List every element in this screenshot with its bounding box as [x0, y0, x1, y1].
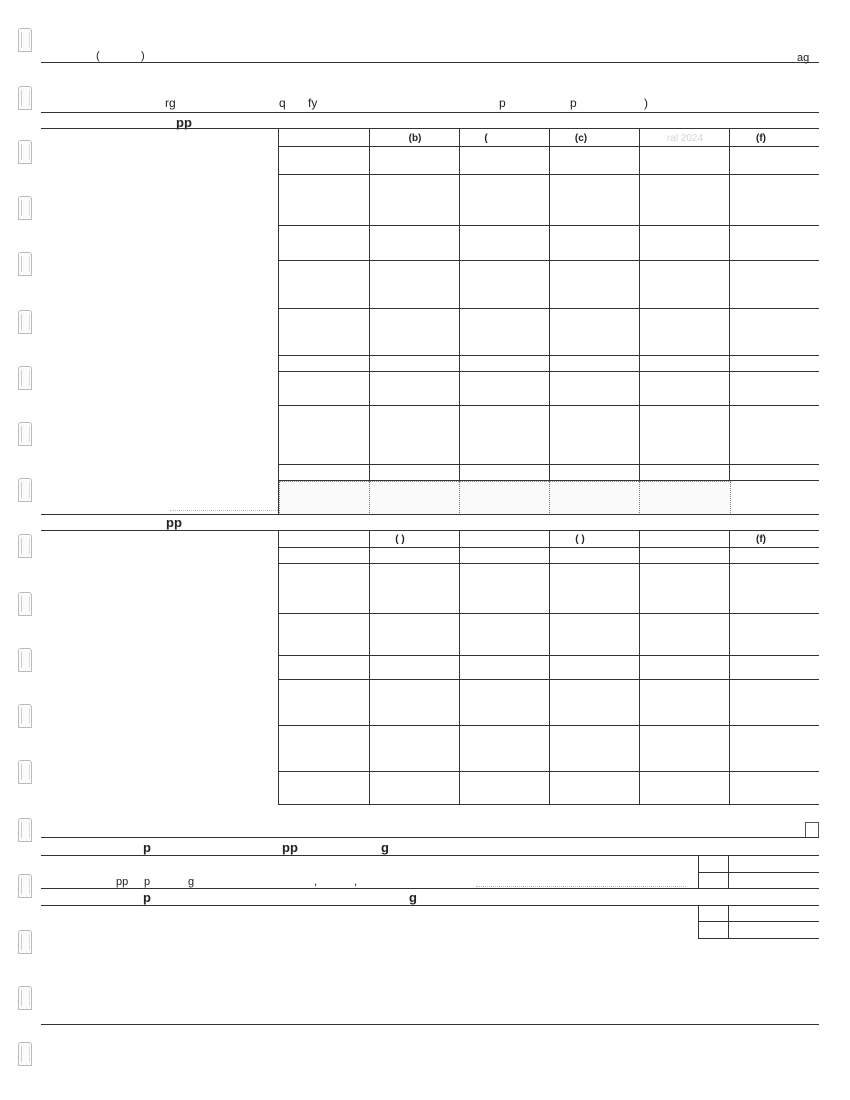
s2-row-line — [278, 771, 819, 772]
s3-line-p: p — [144, 876, 151, 888]
s1-vline — [278, 128, 279, 514]
s3-grid-line — [698, 872, 819, 873]
s1-row-line — [278, 225, 819, 226]
s1-vline — [459, 128, 460, 514]
title-rule — [41, 112, 819, 113]
s2-row-line — [278, 563, 819, 564]
s1-col-d: (c) — [574, 133, 588, 144]
s2-col-b: ( ) — [395, 534, 405, 545]
s3-label-pp: pp — [282, 840, 298, 855]
title-fragment: q — [279, 96, 286, 110]
punch-hole — [18, 86, 32, 110]
s4-sub-rule — [41, 905, 819, 906]
section2-top-rule — [41, 530, 819, 531]
title-fragment: rg — [165, 96, 176, 110]
s1-row-line — [278, 146, 819, 147]
s3-comma: , — [314, 876, 318, 888]
punch-hole — [18, 310, 32, 334]
page-bottom-rule — [41, 1024, 819, 1025]
s4-label-g: g — [409, 890, 417, 905]
header-paren-close: ) — [141, 50, 145, 62]
s1-col-b: (b) — [408, 133, 422, 144]
s2-row-line — [278, 547, 819, 548]
s1-vline — [729, 128, 730, 514]
s2-col-d: ( ) — [575, 534, 585, 545]
s1-row-line — [278, 174, 819, 175]
s2-vline — [639, 530, 640, 804]
s2-vline — [459, 530, 460, 804]
punch-hole — [18, 648, 32, 672]
s1-row-line — [278, 405, 819, 406]
section3-checkbox[interactable] — [805, 822, 819, 838]
s1-row-line — [278, 260, 819, 261]
title-fragment: p — [499, 96, 506, 110]
s3-label-p: p — [143, 840, 151, 855]
s2-col-f: (f) — [756, 534, 766, 545]
header-paren-open: ( — [96, 50, 100, 62]
s1-vline — [639, 128, 640, 514]
s2-vline — [369, 530, 370, 804]
s1-vline — [369, 128, 370, 514]
punch-hole — [18, 366, 32, 390]
punch-hole — [18, 760, 32, 784]
title-fragment: fy — [308, 96, 318, 110]
s1-vline — [549, 128, 550, 514]
s1-row-line — [278, 371, 819, 372]
punch-hole — [18, 704, 32, 728]
s4-grid-line — [698, 938, 819, 939]
s1-shaded-row — [279, 481, 731, 515]
s2-row-line — [278, 804, 819, 805]
s2-vline — [278, 530, 279, 804]
title-fragment: ) — [644, 96, 648, 110]
section3-top-rule — [41, 837, 819, 838]
page-label: ag — [797, 52, 810, 64]
punch-hole — [18, 478, 32, 502]
punch-hole — [18, 1042, 32, 1066]
s3-label-g: g — [381, 840, 389, 855]
s1-row-line — [278, 308, 819, 309]
s1-shade-divider — [369, 481, 370, 513]
s4-label-p: p — [143, 890, 151, 905]
punch-hole — [18, 422, 32, 446]
section1-bottom-rule — [41, 514, 819, 515]
section2-heading: pp — [166, 515, 182, 530]
s3-line-g: g — [188, 876, 195, 888]
punch-hole — [18, 534, 32, 558]
s2-vline — [549, 530, 550, 804]
s2-vline — [729, 530, 730, 804]
s2-row-line — [278, 613, 819, 614]
s3-comma: , — [354, 876, 358, 888]
section1-top-rule — [41, 128, 819, 129]
s2-row-line — [278, 655, 819, 656]
s3-line-pp: pp — [116, 876, 129, 888]
s1-shade-divider — [549, 481, 550, 513]
punch-hole — [18, 874, 32, 898]
s1-row-line — [278, 464, 819, 465]
s4-grid-line — [698, 921, 819, 922]
punch-hole — [18, 930, 32, 954]
s1-leader-dots — [170, 510, 278, 511]
punch-hole — [18, 140, 32, 164]
title-fragment: p — [570, 96, 577, 110]
s3-sub-rule — [41, 855, 819, 856]
s1-col-f: (f) — [756, 133, 766, 144]
punch-hole — [18, 818, 32, 842]
punch-hole — [18, 252, 32, 276]
section3-bottom-rule — [41, 888, 819, 889]
s2-row-line — [278, 725, 819, 726]
s2-row-line — [278, 679, 819, 680]
s3-leader-dots — [476, 886, 686, 887]
punch-hole — [18, 592, 32, 616]
s1-col-c: ( — [484, 133, 488, 144]
punch-hole — [18, 28, 32, 52]
punch-hole — [18, 986, 32, 1010]
punch-hole — [18, 196, 32, 220]
header-rule — [41, 62, 819, 63]
s1-shade-divider — [459, 481, 460, 513]
s1-row-line — [278, 355, 819, 356]
section1-heading: pp — [176, 115, 192, 130]
s1-shade-divider — [639, 481, 640, 513]
s1-col-e: ral 2024 — [666, 133, 704, 144]
